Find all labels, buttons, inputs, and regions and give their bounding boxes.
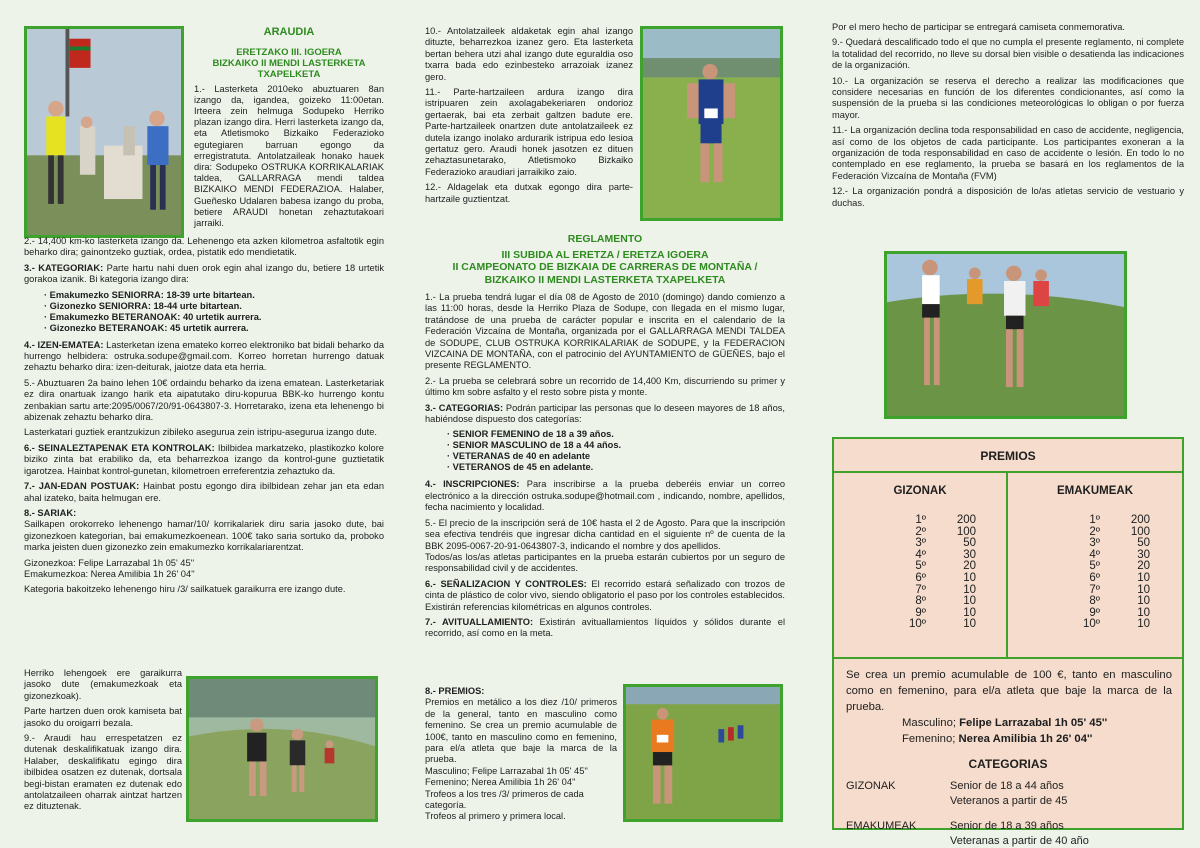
premio-amount: 10 — [963, 571, 976, 584]
premio-amount: 100 — [956, 525, 976, 538]
reglamento-r6-heading: 6.- SEÑALIZACION Y CONTROLES: — [425, 578, 587, 589]
araudia-p7-text: Hainbat postu egongo dira ibilbidean zehar jan eta edan ahal izateko, baita helmugan ere. — [24, 481, 384, 503]
premio-amount: 10 — [1137, 606, 1150, 619]
reglamento-block — [425, 233, 785, 644]
premio-amount: 10 — [963, 606, 976, 619]
reglamento-r9: 9.- Quedará descalificado todo el que no cumpla el presente reglamento, ni complete la totalidad del recorrido, no lleve su dorsal bien visible o desatienda las indicaciones de la organización. — [832, 37, 1184, 71]
araudia-p8d: Parte hartzen duen orok kamiseta bat jasoko du oroigarri bezala. — [24, 706, 182, 728]
premio-amount: 10 — [1137, 583, 1150, 596]
reglamento-r4-text: Para inscribirse a la prueba deberéis enviar un correo electrónico a la dirección ostruka.sodupe@hotmail.com , indicando, nombre, apellidos, fecha nacimiento y localidad. — [425, 479, 786, 513]
araudia-p2: 2.- 14,400 km-ko lasterketa izango da. Lehenengo eta azken kilometroa asfaltotik egin beharko dira; gainontzeko guztiak, ordea, pistatik edo mendietatik. — [24, 236, 384, 258]
araudia-subheading-2: BIZKAIKO II MENDI LASTERKETA TXAPELKETA — [212, 57, 366, 80]
araudia-p8b: Kategoria bakoitzeko lehenengo hiru /3/ sailkatuek garaikurra ere izango dute. — [24, 584, 346, 595]
araudia-category-item: · Gizonezko SENIORRA: 18-44 urte bitartean. — [44, 300, 242, 311]
araudia-p4-heading: 4.- IZEN-EMATEA: — [24, 339, 104, 350]
araudia-category-list — [44, 290, 384, 334]
categorias-row-value: Veteranos a partir de 45 — [950, 795, 1068, 807]
reglamento-r7 — [425, 617, 785, 640]
premio-position: 5º — [915, 560, 926, 573]
premio-amount: 50 — [1137, 537, 1150, 550]
reglamento-r10: 10.- La organización se reserva el derecho a realizar las modificaciones que considere necesarias en función de los diferentes condicionantes, así como la suspensión de la prueba si las condiciones meteorológicas lo obligan o por fuerza mayor. — [832, 75, 1184, 120]
premios-men-title: GIZONAK — [893, 485, 947, 497]
premio-position: 8º — [1089, 595, 1100, 608]
reglamento-r8: Premios en metálico a los diez /10/ primeros de la general, tanto en masculino como femenino. Se crea un premio acumulable de 100€, tanto en masculino como en femenino, para el/a atleta que baje la marca de la prueba. — [425, 697, 617, 765]
araudia-p11: 11.- Parte-hartzaileen ardura izango dira istripuaren zein axolagabekeriaren ondorioz gertaerak, bai eta zerbait galtzen badute ere. Parte-hartzaileek onartzen dute antolatzaileek ez dutela izango inolako ardurarik istripua edo lesioa gertatuz gero. Araudi honek jasotzen ez dituen zehaztasunetarako, Atletismoko Bizkaiko Federazioko araudiari jarraikiko zaio. — [425, 87, 633, 177]
premio-amount: 30 — [963, 548, 976, 561]
premio-row — [1008, 573, 1182, 585]
premio-position: 9º — [1089, 606, 1100, 619]
premio-position: 7º — [915, 583, 926, 596]
premio-amount: 10 — [963, 583, 976, 596]
premio-amount: 10 — [1137, 571, 1150, 584]
araudia-p8: Sailkapen orokorreko lehenengo hamar/10/ korrikalariek diru saria jasoko dute, bai gizonezkoen kategorian, bai emakumezkoenean. 100€ tako saria sortuko da, proboko marka jeisten duen gizonezko zein emakumezko korrikalariarentzat. — [24, 519, 384, 553]
premio-position: 2º — [1089, 525, 1100, 538]
premios-record-women-label: Femenino; — [902, 733, 959, 745]
araudia-p3 — [24, 263, 384, 286]
photo-runners-group — [884, 251, 1127, 419]
araudia-p6 — [24, 443, 384, 477]
araudia-record-women: Emakumezkoa: Nerea Amilibia 1h 26' 04'' — [24, 568, 195, 579]
reglamento-r7-text: Existirán avituallamientos líquidos y sólidos durante el recorrido, así como en la meta. — [425, 616, 786, 639]
premios-records — [902, 715, 1107, 747]
premio-row — [1008, 619, 1182, 631]
premio-position: 2º — [915, 525, 926, 538]
premio-row — [834, 619, 1006, 631]
reglamento-r4-heading: 4.- INSCRIPCIONES: — [425, 479, 520, 490]
premio-amount: 100 — [1130, 525, 1150, 538]
premios-box — [832, 437, 1184, 847]
photo-runners-hill — [186, 676, 378, 822]
araudia-p3-heading: 3.- KATEGORIAK: — [24, 262, 104, 273]
reglamento-heading: REGLAMENTO — [567, 233, 643, 245]
araudia-p6-heading: 6.- SEINALEZTAPENAK ETA KONTROLAK: — [24, 442, 215, 453]
premio-position: 3º — [915, 537, 926, 550]
reglamento-r12: 12.- La organización pondrá a disposición de lo/as atletas servicio de vestuario y duchas. — [832, 186, 1184, 208]
araudia-p4-text: Lasterketan izena emateko korreo elektroniko bat bidali beharko da hurrengo helbidera: ostruka.sodupe@gmail.com. Korreo horretan hurrengo datuak zehaztu beharko dira: izen-deiturak, jaiotze data eta herria. — [24, 339, 384, 373]
categorias-row-value: Veteranas a partir de 40 año — [950, 835, 1089, 847]
araudia-p5b: Lasterkatari guztiek erantzukizun zibileko asegurua zein istripu-asegurua izango dute. — [24, 427, 377, 438]
premio-amount: 10 — [1137, 618, 1150, 631]
photo-runner-grass — [640, 26, 783, 221]
premio-amount: 200 — [956, 514, 976, 526]
araudia-category-item: · Emakumezko SENIORRA: 18-39 urte bitartean. — [44, 289, 255, 300]
premio-amount: 10 — [963, 618, 976, 631]
araudia-p8-heading: 8.- SARIAK: — [24, 507, 77, 518]
reglamento-r2: 2.- La prueba se celebrará sobre un recorrido de 14,400 Km, discurriendo su primer y último km sobre asfalto y el resto sobre pista y monte. — [425, 375, 785, 398]
premio-position: 5º — [1089, 560, 1100, 573]
premios-record-men-value: Felipe Larrazabal 1h 05' 45'' — [959, 717, 1108, 729]
premio-position: 3º — [1089, 537, 1100, 550]
categorias-row-value: Senior de 18 a 44 años — [950, 780, 1064, 792]
reglamento-category-item: · SENIOR FEMENINO de 18 a 39 años. — [447, 429, 614, 440]
premios-accumulable-text: Se crea un premio acumulable de 100 €, tanto en masculino como en femenino, para el/a atleta que baje la marca de la prueba. — [846, 669, 1172, 713]
premios-women-list — [1008, 515, 1182, 631]
araudia-p9: 9.- Araudi hau errespetatzen ez dutenak deskalifikatuak izango dira. Halaber, deskalifikatu egingo dira ibilbidea osatzen ez dutenak, dortsala begi-bistan eramaten ez dutenak edo antolatzaileen oharrak aintzat hartzen ez dituztenak. — [24, 733, 182, 812]
reglamento-r1: 1.- La prueba tendrá lugar el día 08 de Agosto de 2010 (domingo) dando comienzo a las 11:00 horas, desde la Herriko Plaza de Sodupe, con llegada en el mismo lugar, tratándose de una prueba de carácter popular e inscrita en el calendario de la Federación Vizcaína de Montaña, organizada por el GALLARRAGA MENDI TALDEA de SODUPE, CLUB OSTRUKA KORRIKALARIAK de SODUPE, y la FEDERACION VIZCAINA DE MONTAÑA, con el patrocinio del AYUNTAMIENTO de GÜEÑES, bajo el presente REGLAMENTO. — [425, 292, 785, 371]
reglamento-r3-heading: 3.- CATEGORIAS: — [425, 402, 504, 413]
araudia-col2-top — [425, 26, 633, 209]
premio-position: 8º — [915, 595, 926, 608]
reglamento-subheading-1: III SUBIDA AL ERETZA / ERETZA IGOERA — [501, 248, 709, 261]
reglamento-subheading-2: II CAMPEONATO DE BIZKAIA DE CARRERAS DE MONTAÑA / — [452, 261, 758, 273]
categorias-title: CATEGORIAS — [968, 757, 1048, 771]
araudia-p8c: Herriko lehengoek ere garaikurra jasoko dute (emakumezkoak eta gizonezkoak). — [24, 668, 182, 701]
premio-row — [1008, 596, 1182, 608]
araudia-body-lower — [24, 668, 182, 817]
araudia-p1: 1.- Lasterketa 2010eko abuztuaren 8an izango da, igandea, goizeko 11:00etan. Irteera zein helmuga Sodupeko Herriko plazan izango dira. Herri lasterketa izango da, eta Atletismoko Bizkaiko Federazioko egutegiaren barruan egongo da erregistratuta. Antolatzaileak honako hauek dira: Sodupeko OSTRUKA KORRIKALARIAK taldea, GALLARRAGA mendi taldea BIZKAIKO MENDI FEDERAZIOA. Halaber, Gueñesko Udalaren babesa izango du proba, betiere ARAUDI honetan zehaztutakoari jarraiki. — [194, 83, 384, 228]
photo-finish-line — [24, 26, 184, 238]
premios-record-men-label: Masculino; — [902, 717, 960, 729]
premio-row — [834, 515, 1006, 527]
premio-position: 6º — [915, 571, 926, 584]
premio-amount: 10 — [1137, 595, 1150, 608]
araudia-subheading-1: ERETZAKO III. IGOERA — [236, 46, 342, 58]
reglamento-r11: 11.- La organización declina toda responsabilidad en caso de accidente, negligencia, así como de los objetos de cada participante. Los participantes exoneran a la organización de toda responsabilidad en caso de accidente o lesión. En todo lo no contemplado en ese reglamento, la prueba se basará en los reglamentos de la Federación Vizcaína de Montaña (FVM) — [832, 125, 1184, 181]
premio-amount: 50 — [963, 537, 976, 550]
reglamento-record-women: Femenino; Nerea Amilibia 1h 26' 04'' — [425, 777, 576, 788]
reglamento-r6-text: El recorrido estará señalizado con trozos de cinta de plástico de color vivo, siendo obligatorio el paso por los controles establecidos. Existirán referencias kilométricas en algunos controles. — [425, 578, 785, 612]
reglamento-category-item: · SENIOR MASCULINO de 18 a 44 años. — [447, 440, 622, 451]
categorias-row-label: GIZONAK — [846, 780, 896, 792]
araudia-category-item: · Emakumezko BETERANOAK: 40 urtetik aurrera. — [44, 311, 262, 322]
premio-position: 10º — [1083, 618, 1100, 631]
premio-position: 4º — [915, 548, 926, 561]
reglamento-r8-heading: 8.- PREMIOS: — [425, 686, 485, 696]
araudia-heading: ARAUDIA — [263, 26, 315, 38]
premios-men-list — [834, 515, 1006, 631]
premios-women-title: EMAKUMEAK — [1056, 485, 1134, 497]
categorias-row-values — [950, 819, 1089, 848]
categorias-row-value: Senior de 18 a 39 años — [950, 820, 1064, 832]
categorias-row-men — [846, 779, 1067, 809]
premios-women-column — [1008, 473, 1182, 659]
premios-record-women-value: Nerea Amilibia 1h 26' 04'' — [958, 733, 1093, 745]
araudia-p6-text: Ibilbidea markatzeko, plastikozko kolore biziko zinta bat erabiliko da, eta beharrezkoa izango da kontrol-gune guztietatik igarotzea. Hainbat kontrol-gunetan, kilometroen erreferentzia zehaztuko da. — [24, 442, 384, 476]
premio-row — [834, 596, 1006, 608]
premios-record-women — [902, 731, 1107, 747]
photo-runner-orange — [623, 684, 783, 822]
premio-position: 1º — [1089, 514, 1100, 526]
premio-position: 1º — [915, 514, 926, 526]
araudia-header-block — [194, 26, 384, 233]
araudia-category-item: · Gizonezko BETERANOAK: 45 urtetik aurrera. — [44, 322, 249, 333]
premio-position: 6º — [1089, 571, 1100, 584]
reglamento-r4 — [425, 479, 785, 513]
araudia-p4 — [24, 340, 384, 374]
premio-position: 9º — [915, 606, 926, 619]
reglamento-r8b: Trofeos a los tres /3/ primeros de cada categoría. — [425, 788, 584, 811]
reglamento-category-list — [447, 429, 785, 473]
reglamento-record-men: Masculino; Felipe Larrazabal 1h 05' 45'' — [425, 765, 588, 776]
premio-amount: 20 — [1137, 560, 1150, 573]
araudia-record-men: Gizonezkoa: Felipe Larrazabal 1h 05' 45'' — [24, 557, 195, 568]
premios-men-column — [834, 473, 1008, 659]
reglamento-col3 — [832, 22, 1184, 213]
reglamento-r3 — [425, 403, 785, 426]
araudia-p3-text: Parte hartu nahi duen orok egin ahal izango du, betiere 18 urtetik gorakoa izanik. Bi kategoria izango dira: — [24, 262, 384, 285]
reglamento-r7-heading: 7.- AVITUALLAMIENTO: — [425, 616, 534, 627]
premio-position: 7º — [1089, 583, 1100, 596]
araudia-body — [24, 236, 384, 600]
premios-record-men — [902, 715, 1107, 731]
reglamento-r6 — [425, 579, 785, 613]
reglamento-subheading-3: BIZKAIKO II MENDI LASTERKETA TXAPELKETA — [484, 273, 726, 286]
premio-row — [834, 573, 1006, 585]
araudia-p5: 5.- Abuztuaren 2a baino lehen 10€ ordaindu beharko da izena ematean. Lasterketariak ez dira onartuak izango harik eta aipatutako diru-kopurua BBK-ko hurrengo kontu zenbakian sartu arte:2095/0067/20/91-0643807-3. Horretarako, izena eta lehenengo bi abizenak zehaztu beharko dira. — [24, 377, 384, 423]
araudia-p10: 10.- Antolatzaileek aldaketak egin ahal izango dituzte, beharrezkoa izanez gero. Eta lasterketa bertan behera utzi ahal izango dute eguraldia oso txarra bada edo ezinbesteko arrazoiak izanez gero. — [425, 26, 633, 82]
reglamento-premios — [425, 686, 617, 823]
reglamento-r8c: Trofeos al primero y primera local. — [425, 811, 566, 822]
araudia-p12: 12.- Aldagelak eta dutxak egongo dira parte-hartzaile guztientzat. — [425, 182, 633, 204]
premio-amount: 30 — [1137, 548, 1150, 561]
reglamento-category-item: · VETERANAS de 40 en adelante — [447, 451, 591, 462]
premios-title: PREMIOS — [834, 439, 1182, 473]
araudia-p7-heading: 7.- JAN-EDAN POSTUAK: — [24, 481, 140, 492]
reglamento-r5b: Todos/as los/as atletas participantes en la prueba estarán cubiertos por un seguro de responsabilidad civil y de accidentes. — [425, 551, 785, 574]
premio-row — [1008, 515, 1182, 527]
premio-amount: 20 — [963, 560, 976, 573]
reglamento-category-item: · VETERANOS de 45 en adelante. — [447, 462, 594, 473]
premio-amount: 10 — [963, 595, 976, 608]
reglamento-r3-text: Podrán participar las personas que lo deseen mayores de 18 años, habiéndose dispuesto dos categorías: — [425, 402, 785, 425]
categorias-row-label: EMAKUMEAK — [846, 820, 917, 832]
categorias-row-values — [950, 779, 1067, 809]
reglamento-intro: Por el mero hecho de participar se entregará camiseta conmemorativa. — [832, 22, 1125, 32]
reglamento-r5: 5.- El precio de la inscripción será de 10€ hasta el 2 de Agosto. Para que la inscripción sea efectiva tendréis que ingresar dicha cantidad en el siguiente nº de cuenta de la BBK 2095-0067-20-91-0643807-3, indicando el nombre y dos apellidos. — [425, 517, 785, 551]
categorias-row-women — [846, 819, 1089, 848]
araudia-p7 — [24, 481, 384, 504]
premio-position: 10º — [909, 618, 926, 631]
premio-position: 4º — [1089, 548, 1100, 561]
premio-amount: 200 — [1130, 514, 1150, 526]
